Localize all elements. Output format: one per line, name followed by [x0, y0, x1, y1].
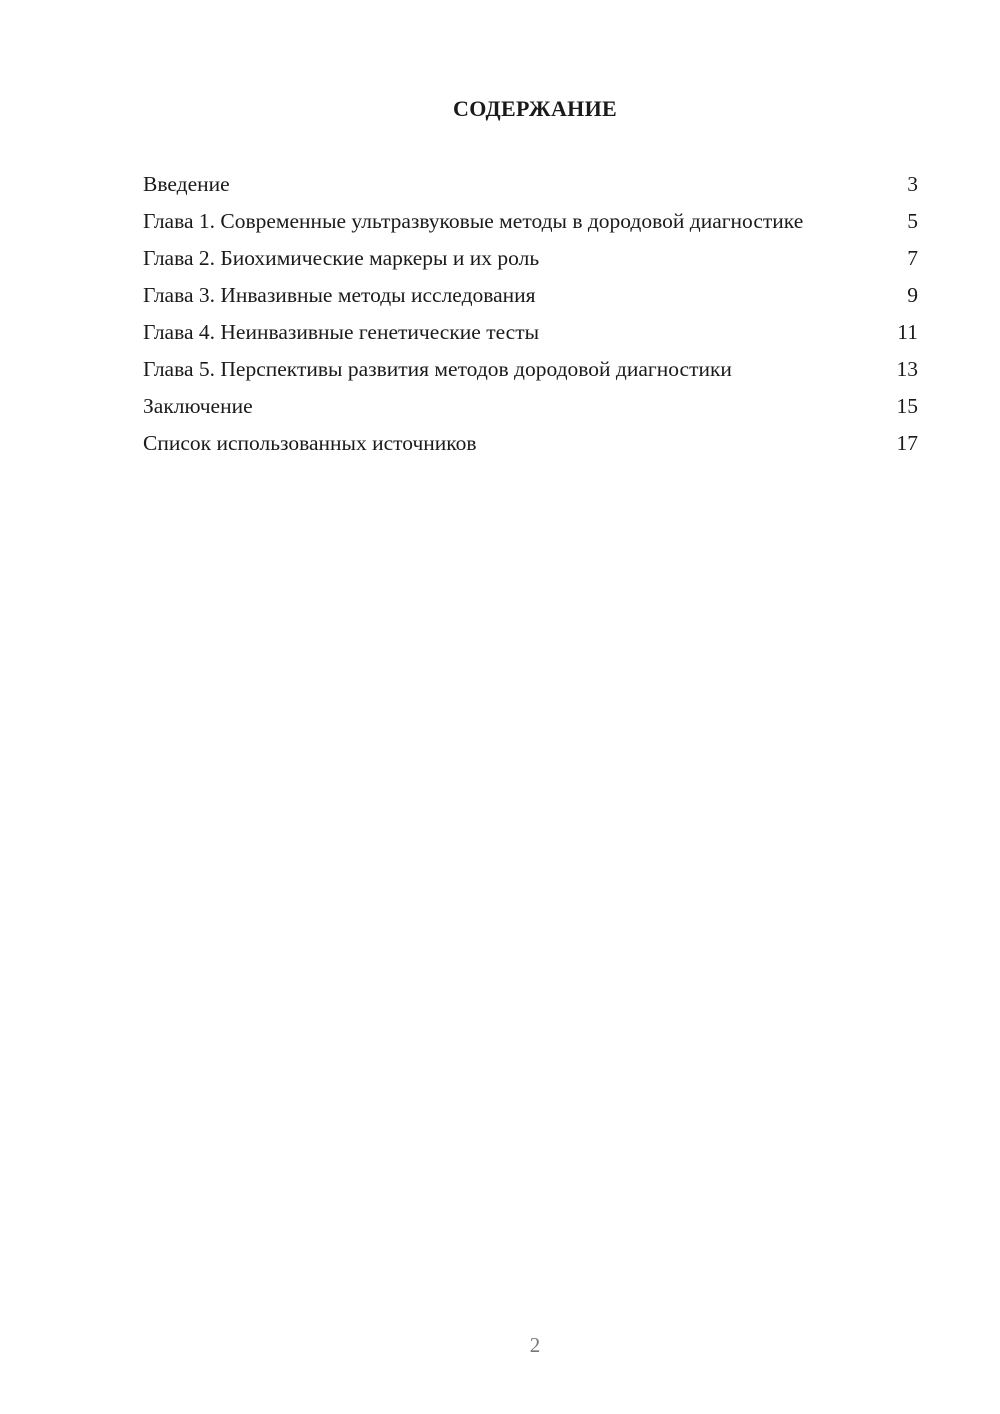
- toc-entry-title: Список использованных источников: [143, 431, 477, 455]
- toc-entry-page: 5: [907, 209, 918, 233]
- toc-entry-chapter-3: [143, 282, 918, 308]
- toc-entry-page: 17: [896, 431, 918, 455]
- toc-entry-introduction: [143, 171, 918, 197]
- toc-entry-page: 13: [896, 357, 918, 381]
- toc-entry-references: [143, 430, 918, 456]
- toc-entry-title: Глава 5. Перспективы развития методов дородовой диагностики: [143, 357, 732, 381]
- table-of-contents: [143, 171, 918, 467]
- toc-entry-chapter-1: [143, 208, 918, 234]
- toc-entry-title: Введение: [143, 172, 230, 196]
- toc-entry-chapter-4: [143, 319, 918, 345]
- toc-entry-page: 15: [896, 394, 918, 418]
- toc-entry-title: Глава 2. Биохимические маркеры и их роль: [143, 246, 540, 270]
- toc-entry-title: Глава 4. Неинвазивные генетические тесты: [143, 320, 540, 344]
- toc-entry-chapter-5: [143, 356, 918, 382]
- toc-entry-chapter-2: [143, 245, 918, 271]
- toc-entry-page: 9: [907, 283, 918, 307]
- toc-entry-page: 3: [907, 172, 918, 196]
- toc-entry-title: Глава 1. Современные ультразвуковые методы в дородовой диагностике: [143, 209, 804, 233]
- toc-entry-title: Заключение: [143, 394, 253, 418]
- page-number: 2: [529, 1333, 541, 1357]
- toc-entry-page: 7: [907, 246, 918, 270]
- toc-entry-title: Глава 3. Инвазивные методы исследования: [143, 283, 536, 307]
- page-title: СОДЕРЖАНИЕ: [453, 96, 617, 121]
- toc-entry-conclusion: [143, 393, 918, 419]
- toc-entry-page: 11: [897, 320, 918, 344]
